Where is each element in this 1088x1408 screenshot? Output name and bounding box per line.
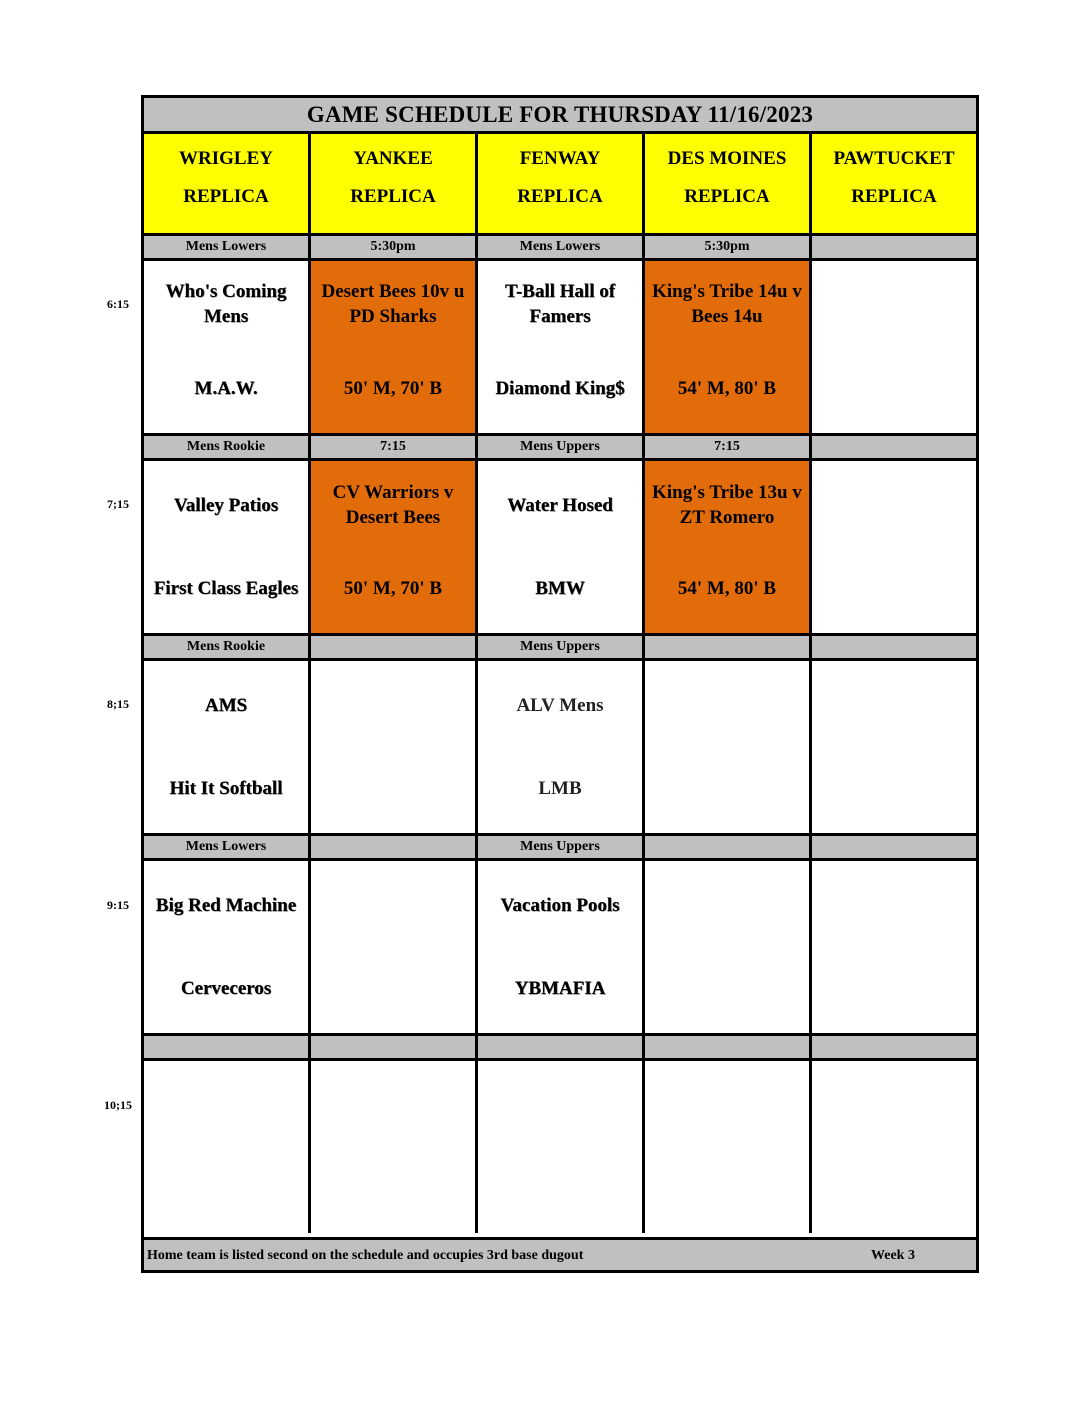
division-band-slot-3: [144, 633, 976, 661]
division-label: [311, 1036, 475, 1058]
field-dimensions: 50' M, 70' B: [343, 378, 443, 399]
game-cell-empty: [812, 461, 976, 633]
division-band-slot-1: [144, 233, 976, 261]
game-cell-empty: [645, 661, 809, 833]
division-label: 5:30pm: [311, 236, 475, 258]
matchup: CV Warriors v Desert Bees: [332, 482, 454, 528]
division-label: [311, 636, 475, 658]
division-band-slot-2: [144, 433, 976, 461]
venue-wrigley: [144, 134, 311, 233]
division-label: [812, 436, 976, 458]
venue-fenway: [478, 134, 645, 233]
venue-name: WRIGLEY: [179, 148, 273, 169]
home-team: Cerveceros: [180, 978, 272, 999]
away-team: ALV Mens: [516, 694, 604, 716]
game-cell: [478, 661, 642, 833]
game-cell-empty: [812, 861, 976, 1033]
game-cell-youth: [311, 461, 475, 633]
division-label: [478, 1036, 642, 1058]
game-cell-empty: [812, 1061, 976, 1233]
away-team: Vacation Pools: [500, 894, 620, 916]
field-dimensions: 50' M, 70' B: [343, 578, 443, 599]
game-cell: [144, 261, 308, 433]
home-team: First Class Eagles: [153, 578, 299, 599]
game-cell-empty: [311, 661, 475, 833]
home-team: BMW: [535, 578, 585, 599]
division-label: Mens Uppers: [478, 436, 642, 458]
venue-subtitle: REPLICA: [183, 186, 269, 207]
game-cell-youth: [645, 461, 809, 633]
division-label: [645, 636, 809, 658]
division-label: Mens Lowers: [144, 236, 308, 258]
field-dimensions: 54' M, 80' B: [677, 378, 777, 399]
home-team: Diamond King$: [495, 378, 625, 399]
game-cell-empty: [144, 1061, 308, 1233]
division-label: Mens Uppers: [478, 636, 642, 658]
game-row-slot-2: [144, 461, 976, 633]
away-team: T-Ball Hall of Famers: [504, 281, 616, 327]
game-cell-empty: [311, 861, 475, 1033]
division-label: Mens Rookie: [144, 636, 308, 658]
division-label: 5:30pm: [645, 236, 809, 258]
game-cell: [144, 461, 308, 633]
division-label: [812, 1036, 976, 1058]
time-label-8-15: 8;15: [107, 697, 129, 711]
division-label: [144, 1036, 308, 1058]
away-team: Water Hosed: [507, 494, 613, 516]
venue-pawtucket: [812, 134, 976, 233]
game-cell: [478, 461, 642, 633]
venue-name: YANKEE: [353, 148, 433, 169]
away-team: Who's Coming Mens: [165, 281, 287, 327]
game-cell-empty: [812, 261, 976, 433]
home-team: Hit It Softball: [169, 778, 283, 799]
division-label: 7:15: [311, 436, 475, 458]
home-team: LMB: [538, 778, 582, 799]
division-label: [645, 836, 809, 858]
division-label: [812, 636, 976, 658]
division-label: [812, 236, 976, 258]
matchup: King's Tribe 14u v Bees 14u: [652, 281, 802, 327]
game-cell-empty: [812, 661, 976, 833]
division-label: Mens Uppers: [478, 836, 642, 858]
game-cell-empty: [311, 1061, 475, 1233]
venue-subtitle: REPLICA: [684, 186, 770, 207]
game-row-slot-3: [144, 661, 976, 833]
time-label-7-15: 7;15: [107, 497, 129, 511]
game-row-slot-5: [144, 1061, 976, 1233]
venue-name: FENWAY: [519, 148, 601, 169]
venue-subtitle: REPLICA: [517, 186, 603, 207]
time-label-6-15: 6:15: [107, 297, 129, 311]
schedule-table: [141, 95, 979, 1273]
matchup: King's Tribe 13u v ZT Romero: [652, 482, 802, 528]
division-label: Mens Lowers: [478, 236, 642, 258]
game-cell-empty: [478, 1061, 642, 1233]
game-row-slot-4: [144, 861, 976, 1033]
away-team: Valley Patios: [173, 494, 279, 516]
home-team-note: Home team is listed second on the schedule and occupies 3rd base dugout: [147, 1248, 584, 1263]
division-band-slot-5: [144, 1033, 976, 1061]
division-label: [311, 836, 475, 858]
venue-yankee: [311, 134, 478, 233]
division-band-slot-4: [144, 833, 976, 861]
division-label: Mens Lowers: [144, 836, 308, 858]
week-label: Week 3: [871, 1248, 915, 1263]
home-team: M.A.W.: [194, 378, 258, 399]
game-cell: [478, 861, 642, 1033]
game-cell-youth: [311, 261, 475, 433]
matchup: Desert Bees 10v u PD Sharks: [321, 281, 465, 327]
game-cell: [144, 861, 308, 1033]
division-label: [645, 1036, 809, 1058]
away-team: AMS: [204, 694, 248, 716]
game-cell: [144, 661, 308, 833]
game-cell-empty: [645, 861, 809, 1033]
division-label: [812, 836, 976, 858]
field-dimensions: 54' M, 80' B: [677, 578, 777, 599]
game-row-slot-1: [144, 261, 976, 433]
away-team: Big Red Machine: [155, 894, 297, 916]
schedule-title: GAME SCHEDULE FOR THURSDAY 11/16/2023: [144, 98, 976, 134]
venue-name: PAWTUCKET: [833, 148, 955, 169]
game-cell: [478, 261, 642, 433]
time-label-10-15: 10;15: [104, 1098, 132, 1112]
division-label: Mens Rookie: [144, 436, 308, 458]
time-label-9-15: 9:15: [107, 898, 129, 912]
venue-header-row: [144, 134, 976, 233]
game-cell-youth: [645, 261, 809, 433]
venue-subtitle: REPLICA: [851, 186, 937, 207]
game-cell-empty: [645, 1061, 809, 1233]
division-label: 7:15: [645, 436, 809, 458]
schedule-footer: [144, 1237, 976, 1270]
home-team: YBMAFIA: [514, 978, 606, 999]
venue-name: DES MOINES: [667, 148, 787, 169]
venue-subtitle: REPLICA: [350, 186, 436, 207]
venue-des-moines: [645, 134, 812, 233]
